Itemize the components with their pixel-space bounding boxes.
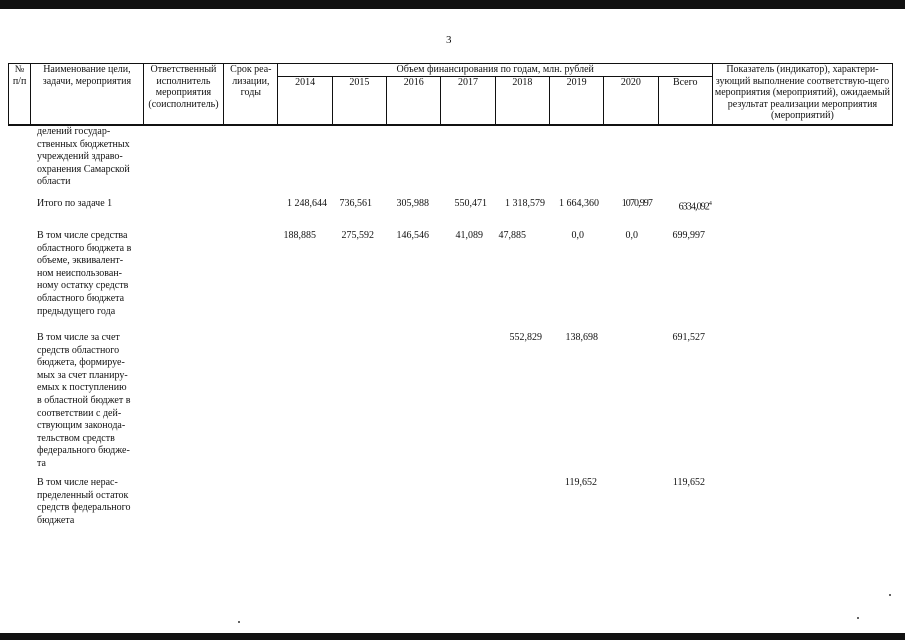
scan-speck xyxy=(238,621,240,623)
unused-2020: 0,0 xyxy=(625,230,638,241)
undistributed-total: 119,652 xyxy=(672,477,705,488)
total-2020: 1070,997 xyxy=(621,198,652,209)
unused-2019: 0,0 xyxy=(571,230,584,241)
scan-speck xyxy=(889,594,891,596)
page-number: 3 xyxy=(446,34,452,46)
total-2016: 305,988 xyxy=(396,198,429,209)
header-financing: Объем финансирования по годам, млн. рублей xyxy=(278,64,712,77)
undistributed-2019: 119,652 xyxy=(564,477,597,488)
unused-2014: 188,885 xyxy=(283,230,316,241)
header-year-2018: 2018 xyxy=(495,76,549,125)
total-2017: 550,471 xyxy=(454,198,487,209)
header-total: Всего xyxy=(658,76,712,125)
row-name-continued: делений государ- ственных бюджетных учреждений здраво- охранения Самарской области xyxy=(37,126,130,188)
unused-2018: 47,885 xyxy=(498,230,526,241)
header-executor: Ответственный исполнитель мероприятия (соисполнитель) xyxy=(143,64,223,126)
table-header xyxy=(8,63,893,126)
row-name-total-task-1: Итого по задаче 1 xyxy=(37,198,113,209)
scan-border-bottom xyxy=(0,633,905,640)
header-year-2015: 2015 xyxy=(332,76,386,125)
federal-total: 691,527 xyxy=(672,332,705,343)
total-2015: 736,561 xyxy=(339,198,372,209)
federal-2019: 138,698 xyxy=(565,332,598,343)
unused-2016: 146,546 xyxy=(396,230,429,241)
unused-2017: 41,089 xyxy=(455,230,483,241)
header-year-2016: 2016 xyxy=(387,76,441,125)
scan-border-top xyxy=(0,0,905,9)
header-year-2019: 2019 xyxy=(549,76,603,125)
total-all: 6334,092$^4$ xyxy=(678,201,711,213)
unused-total: 699,997 xyxy=(672,230,705,241)
row-name-federal-transfers: В том числе за счет средств областного бюджета, формируе- мых за счет планиру- емых к поступлению в областной бюджет в соответствии с дей- ствующим законода- тельством средств федерального бюдже- та xyxy=(37,332,131,469)
total-2019: 1 664,360 xyxy=(559,198,599,209)
total-2018: 1 318,579 xyxy=(505,198,545,209)
header-bottom-rule xyxy=(8,124,893,125)
header-year-2020: 2020 xyxy=(604,76,658,125)
row-name-unused-balance: В том числе средства областного бюджета в объеме, эквивалент- ном неиспользован- ному остатку средств областного бюджета предыдущего года xyxy=(37,230,132,317)
total-2014: 1 248,644 xyxy=(287,198,327,209)
row-name-undistributed-balance: В том числе нерас- пределенный остаток средств федерального бюджета xyxy=(37,477,131,526)
header-no: № п/п xyxy=(9,64,31,126)
header-year-2017: 2017 xyxy=(441,76,495,125)
header-year-2014: 2014 xyxy=(278,76,332,125)
unused-2015: 275,592 xyxy=(341,230,374,241)
scan-speck xyxy=(857,617,859,619)
header-period: Срок реа-лизации, годы xyxy=(224,64,278,126)
federal-2018: 552,829 xyxy=(509,332,542,343)
header-indicator: Показатель (индикатор), характери-зующий выполнение соответствую-щего мероприятия (мероприятий), ожидаемый результат реализации мероприятия (мероприятий) xyxy=(712,64,892,126)
header-name: Наименование цели, задачи, мероприятия xyxy=(31,64,144,126)
